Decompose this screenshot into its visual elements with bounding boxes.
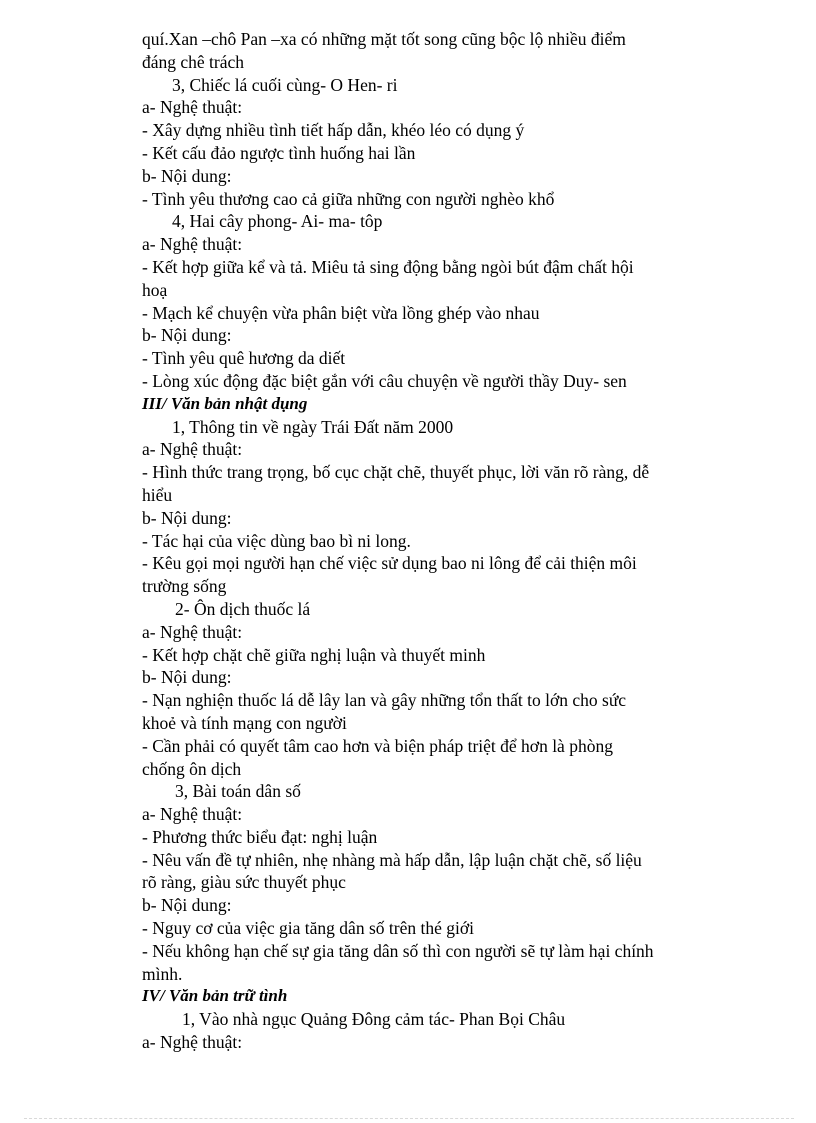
text-line: 4, Hai cây phong- Ai- ma- tôp (172, 211, 383, 232)
text-line: - Kết cấu đảo ngược tình huống hai lần (142, 142, 416, 163)
text-line: b- Nội dung: (142, 507, 232, 528)
section-heading: III/ Văn bản nhật dụng (142, 393, 308, 413)
text-line: mình. (142, 963, 183, 984)
text-line: - Nguy cơ của việc gia tăng dân số trên thé giới (142, 918, 474, 939)
text-line: - Kết hợp chặt chẽ giữa nghị luận và thuyết minh (142, 644, 486, 665)
text-line: rõ ràng, giàu sức thuyết phục (142, 872, 346, 893)
text-line: chống ôn dịch (142, 758, 242, 779)
text-line: - Kêu gọi mọi người hạn chế việc sử dụng bao ni lông để cải thiện môi (142, 553, 637, 574)
page-bottom-divider (24, 1118, 794, 1119)
text-line: - Nêu vấn đề tự nhiên, nhẹ nhàng mà hấp dẫn, lập luận chặt chẽ, số liệu (142, 849, 642, 870)
text-line: hiểu (142, 484, 173, 505)
text-line: a- Nghệ thuật: (142, 804, 243, 825)
text-line: - Nếu không hạn chế sự gia tăng dân số thì con người sẽ tự làm hại chính (142, 940, 654, 961)
text-line: - Mạch kể chuyện vừa phân biệt vừa lồng ghép vào nhau (142, 302, 540, 323)
text-line: - Phương thức biểu đạt: nghị luận (142, 826, 378, 847)
text-line: 1, Thông tin về ngày Trái Đất năm 2000 (172, 416, 454, 437)
text-line: quí.Xan –chô Pan –xa có những mặt tốt song cũng bộc lộ nhiều điểm (142, 29, 626, 49)
text-line: 3, Chiếc lá cuối cùng- O Hen- ri (172, 74, 398, 95)
text-line: b- Nội dung: (142, 895, 232, 916)
text-line: 1, Vào nhà ngục Quảng Đông cảm tác- Phan Bọi Châu (182, 1009, 566, 1030)
text-line: - Tác hại của việc dùng bao bì ni long. (142, 530, 411, 551)
text-line: b- Nội dung: (142, 325, 232, 346)
text-line: - Nạn nghiện thuốc lá dễ lây lan và gây những tổn thất to lớn cho sức (142, 690, 627, 711)
text-line: - Xây dựng nhiều tình tiết hấp dẫn, khéo léo có dụng ý (142, 120, 525, 141)
text-line: a- Nghệ thuật: (142, 439, 243, 460)
text-line: b- Nội dung: (142, 165, 232, 186)
text-line: hoạ (142, 279, 168, 300)
text-line: a- Nghệ thuật: (142, 97, 243, 118)
text-line: - Tình yêu quê hương da diết (142, 348, 346, 369)
text-line: - Tình yêu thương cao cả giữa những con người nghèo khổ (142, 188, 555, 209)
text-line: a- Nghệ thuật: (142, 1032, 243, 1053)
text-line: - Lòng xúc động đặc biệt gắn với câu chuyện về người thầy Duy- sen (142, 370, 627, 391)
section-heading: IV/ Văn bản trữ tình (142, 986, 288, 1006)
document-body (142, 28, 702, 1054)
text-line: a- Nghệ thuật: (142, 234, 243, 255)
text-line: b- Nội dung: (142, 667, 232, 688)
text-line: đáng chê trách (142, 51, 245, 72)
text-line: khoẻ và tính mạng con người (142, 712, 347, 733)
text-line: 3, Bài toán dân số (175, 781, 301, 802)
text-line: 2- Ôn dịch thuốc lá (175, 598, 311, 619)
text-line: trường sống (142, 576, 227, 597)
text-line: - Kết hợp giữa kể và tả. Miêu tả sing động bằng ngòi bút đậm chất hội (142, 256, 634, 277)
text-line: a- Nghệ thuật: (142, 621, 243, 642)
text-line: - Hình thức trang trọng, bố cục chặt chẽ, thuyết phục, lời văn rõ ràng, dễ (142, 462, 650, 483)
text-line: - Cần phải có quyết tâm cao hơn và biện pháp triệt để hơn là phòng (142, 735, 613, 756)
